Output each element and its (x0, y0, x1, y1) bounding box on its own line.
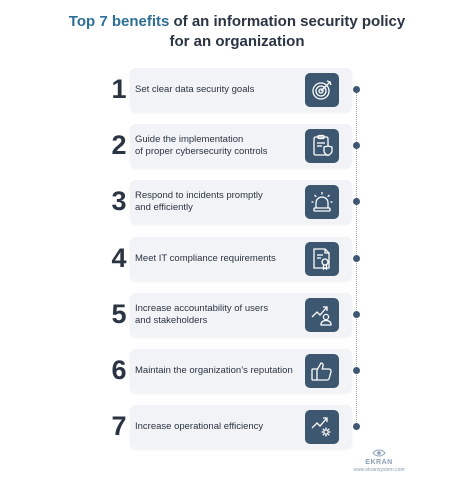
benefit-card (130, 68, 352, 112)
benefit-label-line: Guide the implementation (135, 134, 244, 145)
benefit-number: 3 (111, 186, 127, 216)
benefit-card (130, 293, 352, 337)
benefit-card (130, 180, 352, 224)
brand-url: www.ekransystem.com (353, 467, 405, 473)
timeline-dot (353, 423, 360, 430)
benefit-label-line: of proper cybersecurity controls (135, 146, 268, 157)
benefit-number: 7 (111, 411, 127, 441)
ekran-logo-icon (372, 448, 386, 458)
benefit-number: 1 (111, 74, 127, 104)
benefit-item-7 (108, 405, 364, 449)
page-title (0, 12, 474, 52)
title-line1-rest: of an information security policy (169, 13, 406, 30)
benefit-item-1 (108, 68, 364, 112)
benefit-label-line: Set clear data security goals (135, 84, 255, 95)
benefit-label-line: and efficiently (135, 202, 193, 213)
benefit-label-line: Increase operational efficiency (135, 421, 264, 432)
benefit-label-line: Respond to incidents promptly (135, 190, 263, 201)
benefit-number: 5 (111, 299, 127, 329)
benefit-label (135, 68, 305, 112)
target-icon (305, 73, 339, 107)
benefit-number: 6 (111, 355, 127, 385)
thumbs-up-icon (305, 354, 339, 388)
benefit-item-3 (108, 180, 364, 224)
timeline-dot (353, 142, 360, 149)
user-growth-icon (305, 298, 339, 332)
benefit-item-2 (108, 124, 364, 168)
benefit-label-line: Increase accountability of users (135, 303, 269, 314)
benefit-card (130, 349, 352, 393)
benefit-item-5 (108, 293, 364, 337)
benefit-card (130, 405, 352, 449)
benefit-label-line: and stakeholders (135, 315, 208, 326)
benefit-label-line: Maintain the organization’s reputation (135, 365, 293, 376)
benefit-label-line: Meet IT compliance requirements (135, 253, 276, 264)
benefit-number: 4 (111, 243, 127, 273)
benefit-label (135, 237, 305, 281)
timeline-dot (353, 255, 360, 262)
benefit-label (135, 124, 305, 168)
benefit-item-4 (108, 237, 364, 281)
footer-logo (344, 448, 414, 474)
benefit-item-6 (108, 349, 364, 393)
benefit-card (130, 237, 352, 281)
benefit-label (135, 180, 305, 224)
timeline-dot (353, 367, 360, 374)
benefit-label (135, 349, 305, 393)
title-line2: for an organization (169, 33, 305, 50)
benefit-label (135, 405, 305, 449)
gear-growth-icon (305, 410, 339, 444)
benefit-label (135, 293, 305, 337)
benefit-number: 2 (111, 130, 127, 160)
certificate-icon (305, 242, 339, 276)
timeline-dot (353, 86, 360, 93)
title-highlight: Top 7 benefits (68, 13, 170, 30)
alarm-icon (305, 185, 339, 219)
clipboard-shield-icon (305, 129, 339, 163)
benefit-card (130, 124, 352, 168)
timeline-dot (353, 198, 360, 205)
brand-name: EKRAN (365, 459, 393, 466)
timeline-dot (353, 311, 360, 318)
